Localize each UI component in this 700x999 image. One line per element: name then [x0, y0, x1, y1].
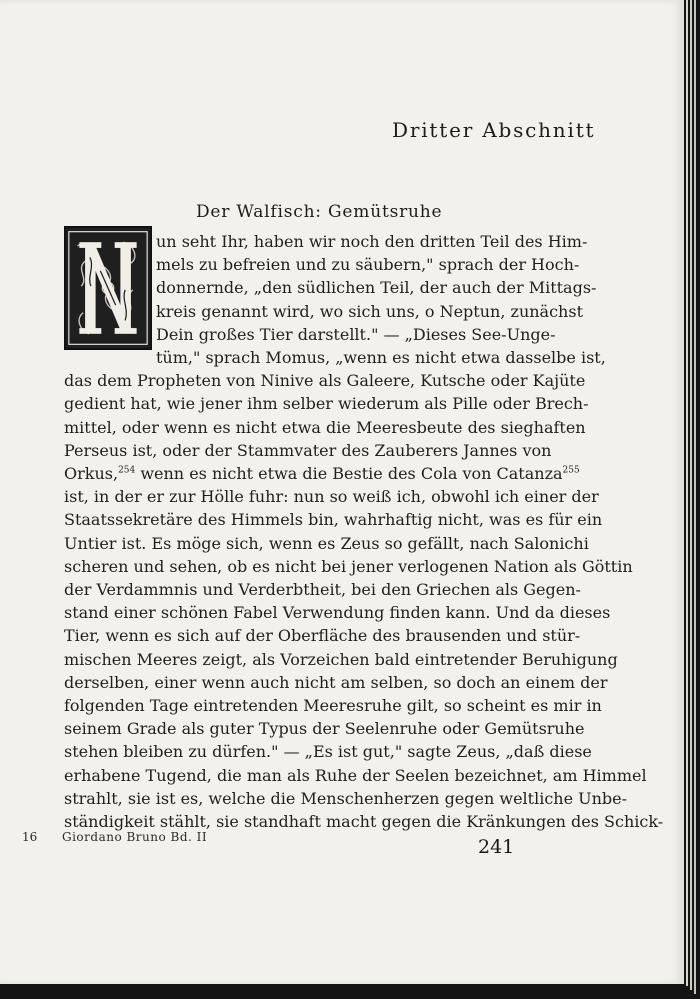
text-line-12: ist, in der er zur Hölle fuhr: nun so weiß ich, obwohl ich einer der	[64, 487, 599, 506]
text-line-22: seinem Grade als guter Typus der Seelenruhe oder Gemütsruhe	[64, 719, 585, 738]
text-line-21: folgenden Tage eintretenden Meeresruhe gilt, so scheint es mir in	[64, 696, 602, 715]
text-line-10: Perseus ist, oder der Stammvater des Zauberers Jannes von	[64, 441, 552, 460]
page-edge-1	[686, 0, 688, 986]
text-line-5: Dein großes Tier darstellt." — „Dieses See-Unge-	[156, 325, 556, 344]
text-line-2: mels zu befreien und zu säubern," sprach der Hoch-	[156, 255, 580, 274]
text-line-23: stehen bleiben zu dürfen." — „Es ist gut," sagte Zeus, „daß diese	[64, 742, 592, 761]
text-line-6: tüm," sprach Momus, „wenn es nicht etwa dasselbe ist,	[156, 348, 606, 367]
drop-cap-initial	[64, 226, 152, 350]
page-number: 241	[478, 836, 515, 858]
text-line-17: stand einer schönen Fabel Verwendung finden kann. Und da dieses	[64, 603, 611, 622]
footnote-ref-255: 255	[562, 465, 580, 476]
text-line-7: das dem Propheten von Ninive als Galeere, Kutsche oder Kajüte	[64, 371, 586, 390]
text-line-20: derselben, einer wenn auch nicht am selben, so doch an einem der	[64, 673, 608, 692]
text-line-3: donnernde, „den südlichen Teil, der auch der Mittags-	[156, 278, 597, 297]
text-line-26: ständigkeit stählt, sie standhaft macht gegen die Kränkungen des Schick-	[64, 812, 664, 831]
text-line-4: kreis genannt wird, wo sich uns, o Neptun, zunächst	[156, 302, 583, 321]
chapter-title: Der Walfisch: Gemütsruhe	[196, 202, 443, 222]
orkus-word: Orkus,	[64, 464, 119, 483]
orkus-line-middle: wenn es nicht etwa die Bestie des Cola von Catanza	[135, 464, 563, 483]
text-line-13: Staatssekretäre des Himmels bin, wahrhaftig nicht, was es für ein	[64, 510, 603, 529]
text-line-15: scheren und sehen, ob es nicht bei jener verlogenen Nation als Göttin	[64, 557, 633, 576]
text-line-9: mittel, oder wenn es nicht etwa die Meeresbeute des sieghaften	[64, 418, 586, 437]
footnote-ref-254: 254	[118, 465, 136, 476]
section-heading: Dritter Abschnitt	[392, 118, 596, 142]
text-line-1: un seht Ihr, haben wir noch den dritten Teil des Him-	[156, 232, 588, 251]
text-line-25: strahlt, sie ist es, welche die Menschenherzen gegen weltliche Unbe-	[64, 789, 628, 808]
text-line-11	[64, 462, 580, 486]
page-edge-2	[690, 0, 692, 990]
text-line-24: erhabene Tugend, die man als Ruhe der Seelen bezeichnet, am Himmel	[64, 766, 647, 785]
book-title-footer: Giordano Bruno Bd. II	[62, 830, 208, 844]
text-line-8: gedient hat, wie jener ihm selber wiederum als Pille oder Brech-	[64, 394, 589, 413]
signature-mark: 16	[22, 830, 38, 844]
text-line-18: Tier, wenn es sich auf der Oberfläche des brausenden und stür-	[64, 626, 581, 645]
page-edge-3	[694, 0, 696, 994]
text-line-19: mischen Meeres zeigt, als Vorzeichen bald eintretender Beruhigung	[64, 650, 618, 669]
text-line-16: der Verdammnis und Verderbtheit, bei den Griechen als Gegen-	[64, 580, 581, 599]
text-line-14: Untier ist. Es möge sich, wenn es Zeus so gefällt, nach Salonichi	[64, 534, 589, 553]
